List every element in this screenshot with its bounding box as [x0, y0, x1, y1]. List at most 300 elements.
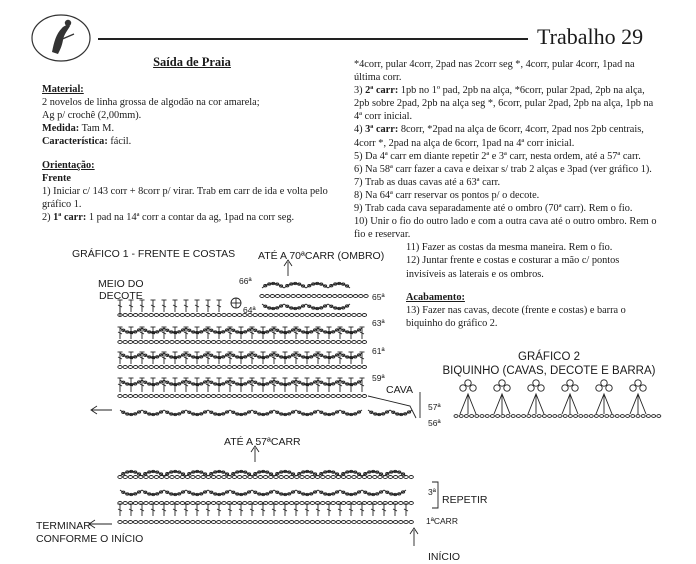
step-5: 5) Da 4ª carr em diante repetir 2ª e 3ª carr, nesta ordem, até a 57ª carr. [354, 150, 641, 162]
chain-row [347, 395, 351, 398]
chain-row [154, 341, 158, 344]
chain-row [258, 476, 262, 479]
chain-row [367, 476, 371, 479]
chain-row [196, 366, 200, 369]
picot-motif [516, 415, 520, 418]
chain-row [317, 295, 321, 298]
chain-row [248, 521, 252, 524]
row-label-64: 64ª [243, 305, 256, 315]
chain-row [279, 341, 283, 344]
chain-row [258, 314, 262, 317]
chain-row [222, 314, 226, 317]
chain-row [159, 366, 163, 369]
chain-row [336, 395, 340, 398]
chain-row [191, 521, 195, 524]
chain-row [326, 476, 330, 479]
chain-row [310, 341, 314, 344]
chain-row [315, 521, 319, 524]
chain-row [347, 341, 351, 344]
chain-row [359, 295, 363, 298]
chain-row [144, 395, 148, 398]
chain-row [269, 521, 273, 524]
step-4-text: 8corr, *2pad na alça de 6corr, 4corr, 2pad nos 2pb centrais, 4corr *, 2pad na alça de 6corr, 1pad na 4ª corr inicial. [354, 124, 644, 149]
chain-row [232, 366, 236, 369]
chain-row [123, 366, 127, 369]
chain-row [118, 341, 122, 344]
chain-row [289, 366, 293, 369]
chain-row [305, 366, 309, 369]
ate70-label: ATÉ A 70ªCARR (OMBRO) [258, 250, 385, 262]
chain-row [284, 341, 288, 344]
chain-row [133, 366, 137, 369]
chain-row [243, 314, 247, 317]
picot-motif [626, 415, 630, 418]
picot-motif [501, 415, 505, 418]
chain-row [227, 521, 231, 524]
caracteristica-label: Característica: [42, 136, 108, 148]
chain-row [305, 476, 309, 479]
chain-row [232, 314, 236, 317]
chain-row [362, 366, 366, 369]
chain-row [258, 395, 262, 398]
picot-motif [631, 415, 635, 418]
chain-row [196, 521, 200, 524]
acabamento-heading: Acabamento: [406, 291, 465, 303]
chain-row [180, 395, 184, 398]
chain-row [310, 476, 314, 479]
picot-motif [572, 385, 578, 391]
chain-row [300, 476, 304, 479]
chain-row [279, 395, 283, 398]
chain-row [217, 314, 221, 317]
chain-row [253, 476, 257, 479]
picot-motif [620, 415, 624, 418]
step-10: 10) Unir o fio do outro lado e com a outra cava até o outro ombro. Rem o fio e reservar. [354, 216, 657, 241]
chain-row [253, 341, 257, 344]
chain-row [232, 341, 236, 344]
row-label-56: 56ª [428, 418, 441, 428]
chain-row [201, 366, 205, 369]
chain-row [123, 395, 127, 398]
chain-row [310, 366, 314, 369]
chain-row [295, 366, 299, 369]
chain-row [341, 366, 345, 369]
chain-row [341, 395, 345, 398]
chain-row [144, 341, 148, 344]
chain-row [118, 366, 122, 369]
chain-row [191, 476, 195, 479]
chain-row [165, 341, 169, 344]
picot-motif [589, 415, 593, 418]
grafico2-subtitle: BIQUINHO (CAVAS, DECOTE E BARRA) [442, 365, 656, 377]
chain-row [253, 366, 257, 369]
row-label-63: 63ª [372, 318, 385, 328]
chain-row [331, 314, 335, 317]
chain-row [237, 395, 241, 398]
picot-motif [499, 380, 505, 386]
step-3-num: 3) [354, 85, 366, 97]
chain-row [352, 395, 356, 398]
chain-row [175, 521, 179, 524]
chain-row [279, 521, 283, 524]
picot-motif [464, 415, 468, 418]
picot-motif [636, 415, 640, 418]
chain-row [352, 314, 356, 317]
chain-row [118, 395, 122, 398]
chain-row [165, 521, 169, 524]
chain-row [312, 295, 316, 298]
chain-row [154, 314, 158, 317]
chain-row [191, 341, 195, 344]
chain-row [341, 314, 345, 317]
chain-row [362, 521, 366, 524]
chain-row [217, 395, 221, 398]
chain-row [331, 476, 335, 479]
chain-row [321, 341, 325, 344]
picot-motif [630, 385, 636, 391]
chain-row [222, 341, 226, 344]
picot-motif [459, 415, 463, 418]
chain-row [263, 366, 267, 369]
chain-row [300, 341, 304, 344]
chain-row [274, 366, 278, 369]
chain-row [301, 295, 305, 298]
chain-row [191, 395, 195, 398]
chain-row [144, 521, 148, 524]
picot-motif [563, 415, 567, 418]
chain-row [258, 341, 262, 344]
chain-row [357, 366, 361, 369]
chain-row [289, 314, 293, 317]
chain-row [180, 314, 184, 317]
repetir-bracket [432, 482, 438, 508]
chain-row [388, 476, 392, 479]
step-2-cont: *4corr, pular 4corr, 2pad nas 2corr seg *, 4corr, pular 4corr, 1pad na última corr. [354, 59, 635, 84]
chain-row [211, 521, 215, 524]
chain-row [409, 476, 413, 479]
chain-row [300, 314, 304, 317]
chain-row [123, 341, 127, 344]
picot-motif [504, 385, 510, 391]
chain-row [321, 395, 325, 398]
cava-edge [368, 396, 416, 418]
chain-row [237, 476, 241, 479]
chain-row [347, 476, 351, 479]
medida-label: Medida: [42, 123, 80, 135]
row-label-59: 59ª [372, 373, 385, 383]
chain-row [227, 314, 231, 317]
chain-row [270, 295, 274, 298]
picot-motif [480, 415, 484, 418]
chain-row [260, 295, 264, 298]
chain-row [357, 521, 361, 524]
row-label-1: 1ªCARR [426, 516, 458, 526]
chain-row [327, 295, 331, 298]
chain-row [321, 314, 325, 317]
picot-motif [601, 380, 607, 386]
chain-row [279, 366, 283, 369]
chain-row [149, 476, 153, 479]
picot-motif [475, 415, 479, 418]
picot-motif [584, 415, 588, 418]
chain-row [165, 395, 169, 398]
chain-row [133, 341, 137, 344]
chain-row [185, 341, 189, 344]
chain-row [315, 395, 319, 398]
chain-row [201, 395, 205, 398]
chain-row [367, 521, 371, 524]
chain-row [227, 395, 231, 398]
chain-row [232, 521, 236, 524]
picot-motif [527, 415, 531, 418]
chain-row [310, 521, 314, 524]
row-label-65: 65ª [372, 292, 385, 302]
chain-row [196, 314, 200, 317]
grafico2-title-block [432, 350, 666, 378]
chain-row [159, 314, 163, 317]
chain-row [128, 395, 132, 398]
row-label-61: 61ª [372, 346, 385, 356]
chain-row [269, 341, 273, 344]
chain-row [201, 502, 205, 505]
chain-row [191, 366, 195, 369]
chain-row [331, 341, 335, 344]
chain-row [295, 314, 299, 317]
picot-motif [454, 415, 458, 418]
doc-title: Saída de Praia [153, 55, 231, 69]
chain-row [217, 366, 221, 369]
chain-row [348, 295, 352, 298]
material-heading: Material: [42, 84, 84, 96]
chain-row [331, 366, 335, 369]
chain-row [180, 476, 184, 479]
chain-row [165, 366, 169, 369]
chain-row [201, 521, 205, 524]
chain-row [211, 366, 215, 369]
chain-row [336, 366, 340, 369]
chain-row [149, 341, 153, 344]
chain-row [310, 395, 314, 398]
chain-row [196, 395, 200, 398]
chain-row [336, 341, 340, 344]
chain-row [315, 314, 319, 317]
row-label-57: 57ª [428, 402, 441, 412]
picot-motif [652, 415, 656, 418]
chain-row [274, 341, 278, 344]
terminar-label-1: TERMINAR [36, 520, 91, 532]
chain-row [274, 521, 278, 524]
chain-row [315, 341, 319, 344]
picot-motif [641, 415, 645, 418]
chain-row [286, 295, 290, 298]
chain-row [237, 341, 241, 344]
picot-motif [532, 415, 536, 418]
picot-motif [615, 415, 619, 418]
chain-row [133, 314, 137, 317]
chain-row [289, 341, 293, 344]
chain-row [331, 395, 335, 398]
chain-row [206, 341, 210, 344]
chain-row [357, 341, 361, 344]
picot-motif [537, 415, 541, 418]
chain-row [237, 521, 241, 524]
chain-row [352, 366, 356, 369]
chain-row [305, 314, 309, 317]
chain-row [133, 502, 137, 505]
chain-row [175, 476, 179, 479]
chain-row [362, 395, 366, 398]
chain-row [321, 476, 325, 479]
chain-row [393, 476, 397, 479]
chain-row [185, 314, 189, 317]
chain-row [222, 521, 226, 524]
chain-row [123, 521, 127, 524]
chain-row [201, 476, 205, 479]
chain-row [321, 521, 325, 524]
chain-row [222, 366, 226, 369]
picot-motif [470, 385, 476, 391]
chain-row [263, 314, 267, 317]
chain-row [159, 521, 163, 524]
chain-row [284, 314, 288, 317]
step-2-label: 1ª carr: [53, 211, 87, 223]
chain-row [211, 502, 215, 505]
ate57-label: ATÉ A 57ªCARR [224, 436, 301, 448]
chain-row [170, 341, 174, 344]
chain-row [399, 476, 403, 479]
chain-row [159, 395, 163, 398]
chain-row [352, 521, 356, 524]
chain-row [305, 521, 309, 524]
chain-row [232, 476, 236, 479]
chain-row [139, 314, 143, 317]
chain-row [269, 314, 273, 317]
chain-row [295, 395, 299, 398]
chain-row [269, 366, 273, 369]
grafico2-diagram [450, 376, 670, 426]
chain-row [206, 314, 210, 317]
chain-row [211, 476, 215, 479]
chain-row [222, 502, 226, 505]
chain-row [258, 366, 262, 369]
meio-decote-label-1: MEIO DO [98, 278, 144, 290]
chain-row [185, 366, 189, 369]
chain-row [128, 521, 132, 524]
picot-motif [522, 415, 526, 418]
chain-row [383, 521, 387, 524]
chain-row [185, 521, 189, 524]
chain-row [269, 476, 273, 479]
chain-row [291, 295, 295, 298]
chain-row [326, 341, 330, 344]
picot-motif [485, 415, 489, 418]
chain-row [305, 395, 309, 398]
chain-row [139, 395, 143, 398]
step-3-label: 2ª carr: [365, 85, 399, 97]
chain-row [362, 341, 366, 344]
chain-row [404, 521, 408, 524]
chain-row [222, 395, 226, 398]
chain-row [341, 521, 345, 524]
chain-row [206, 521, 210, 524]
chain-row [331, 521, 335, 524]
chain-row [248, 314, 252, 317]
chain-row [357, 476, 361, 479]
chain-row [180, 521, 184, 524]
row-label-66: 66ª [239, 276, 252, 286]
grafico1-title: GRÁFICO 1 - FRENTE E COSTAS [72, 248, 236, 260]
chain-row [373, 476, 377, 479]
chain-row [352, 476, 356, 479]
picot-motif [635, 380, 641, 386]
chain-row [289, 521, 293, 524]
picot-motif [538, 385, 544, 391]
picot-motif [657, 415, 661, 418]
step-3-text: 1pb no 1º pad, 2pb na alça, *6corr, pular 2pad, 2pb na alça, 2pb sobre 2pad, 2pb na alça seg *, 6corr, pular 2pad, 2pb na alça, 1pb na 4ª corr inicial. [354, 85, 654, 123]
chain-row [343, 295, 347, 298]
chain-row [269, 395, 273, 398]
chain-row [331, 502, 335, 505]
picot-motif [574, 415, 578, 418]
chain-row [217, 521, 221, 524]
chain-row [347, 314, 351, 317]
chain-row [144, 366, 148, 369]
picot-motif [465, 380, 471, 386]
chain-row [362, 314, 366, 317]
page-title: Trabalho 29 [537, 24, 644, 49]
inicio-label: INÍCIO [428, 551, 461, 563]
chain-row [154, 476, 158, 479]
chain-row [364, 295, 368, 298]
chain-row [336, 314, 340, 317]
chain-row [274, 395, 278, 398]
chain-row [175, 314, 179, 317]
picot-motif [600, 415, 604, 418]
chain-row [128, 314, 132, 317]
chain-row [300, 502, 304, 505]
chain-row [253, 521, 257, 524]
picot-motif [490, 415, 494, 418]
chain-row [284, 395, 288, 398]
chain-row [211, 395, 215, 398]
chain-row [373, 521, 377, 524]
picot-motif [533, 380, 539, 386]
chain-row [248, 341, 252, 344]
step-11: 11) Fazer as costas da mesma maneira. Rem o fio. [406, 242, 613, 254]
chain-row [336, 521, 340, 524]
chain-row [352, 341, 356, 344]
picot-motif [606, 385, 612, 391]
chain-row [128, 476, 132, 479]
chain-row [289, 502, 293, 505]
chain-row [201, 341, 205, 344]
chain-row [180, 366, 184, 369]
step-13: 13) Fazer nas cavas, decote (frente e costas) e barra o biquinho do gráfico 2. [406, 304, 626, 329]
picot-motif [646, 415, 650, 418]
chain-row [265, 295, 269, 298]
meio-decote-label-2: DECOTE [99, 290, 143, 302]
picot-motif [568, 415, 572, 418]
chain-row [196, 476, 200, 479]
chain-row [248, 366, 252, 369]
chain-row [149, 314, 153, 317]
chain-row [133, 521, 137, 524]
step-2-num: 2) [42, 211, 54, 223]
chain-row [165, 476, 169, 479]
cava-label: CAVA [386, 384, 414, 396]
chain-row [284, 476, 288, 479]
chain-row [154, 366, 158, 369]
